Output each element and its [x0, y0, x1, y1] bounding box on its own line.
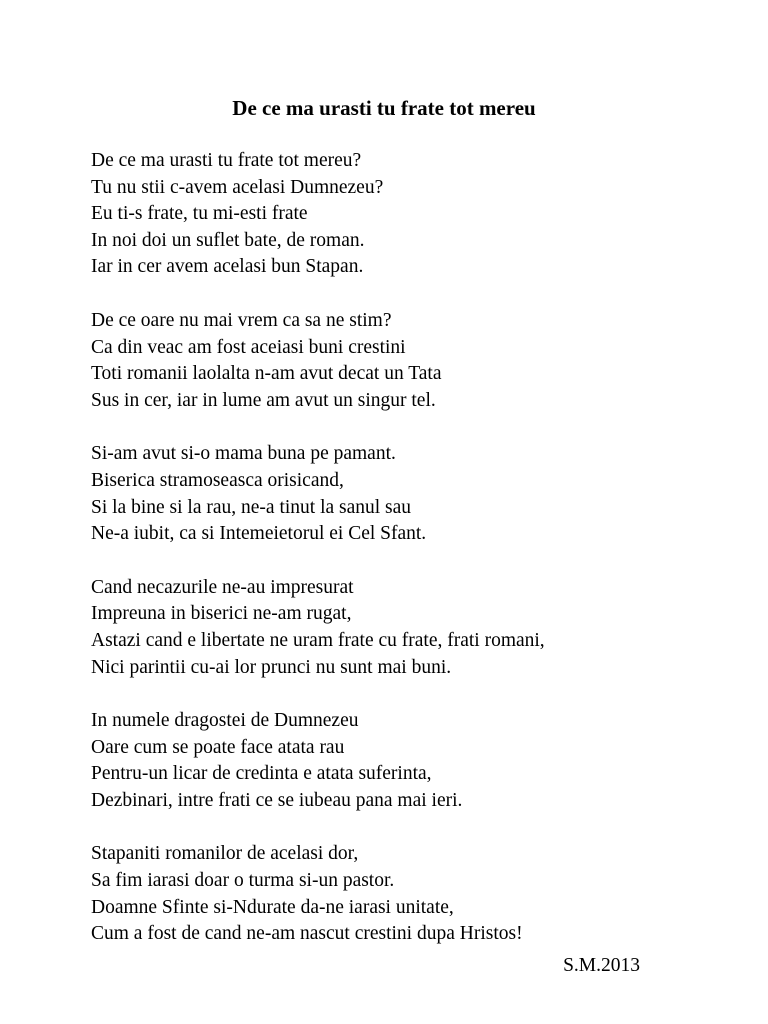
poem-line: Ne-a iubit, ca si Intemeietorul ei Cel Sfant. [91, 523, 427, 545]
poem-line: Nici parintii cu-ai lor prunci nu sunt mai buni. [91, 656, 452, 678]
poem-line: Si la bine si la rau, ne-a tinut la sanul sau [91, 496, 412, 518]
poem-line: Ca din veac am fost aceiasi buni crestini [91, 336, 406, 358]
poem-line: Impreuna in biserici ne-am rugat, [91, 603, 352, 625]
poem-line: De ce ma urasti tu frate tot mereu? [91, 150, 362, 171]
poem-line: Doamne Sfinte si-Ndurate da-ne iarasi unitate, [91, 896, 454, 918]
poem-line: Dezbinari, intre frati ce se iubeau pana mai ieri. [91, 789, 463, 811]
stanza [91, 308, 711, 414]
stanza [91, 148, 711, 281]
poem-line: Toti romanii laolalta n-am avut decat un Tata [91, 363, 442, 385]
poem-line: Cand necazurile ne-au impresurat [91, 576, 354, 598]
poem-line: De ce oare nu mai vrem ca sa ne stim? [91, 309, 392, 331]
poem-body [91, 148, 711, 975]
poem-line: Iar in cer avem acelasi bun Stapan. [91, 256, 364, 278]
poem-line: Biserica stramoseasca orisicand, [91, 469, 344, 491]
poem-line: Si-am avut si-o mama buna pe pamant. [91, 443, 396, 465]
poem-line: In noi doi un suflet bate, de roman. [91, 229, 365, 251]
poem-line: Stapaniti romanilor de acelasi dor, [91, 843, 359, 865]
poem-line: Cum a fost de cand ne-am nascut crestini dupa Hristos! [91, 923, 523, 945]
poem-line: Astazi cand e libertate ne uram frate cu frate, frati romani, [91, 629, 545, 651]
poem-line: Oare cum se poate face atata rau [91, 736, 345, 758]
stanza [91, 841, 711, 947]
poem-line: Sa fim iarasi doar o turma si-un pastor. [91, 870, 395, 892]
poem-line: In numele dragostei de Dumnezeu [91, 710, 359, 732]
poem-title: De ce ma urasti tu frate tot mereu [232, 96, 536, 120]
poem-line: Eu ti-s frate, tu mi-esti frate [91, 203, 308, 225]
poem-line: Tu nu stii c-avem acelasi Dumnezeu? [91, 176, 384, 198]
stanza [91, 708, 711, 814]
stanza [91, 441, 711, 547]
poem-line: Sus in cer, iar in lume am avut un singur tel. [91, 389, 436, 411]
stanza [91, 575, 711, 681]
poem-line: Pentru-un licar de credinta e atata suferinta, [91, 763, 432, 785]
author-signature: S.M.2013 [563, 955, 640, 976]
